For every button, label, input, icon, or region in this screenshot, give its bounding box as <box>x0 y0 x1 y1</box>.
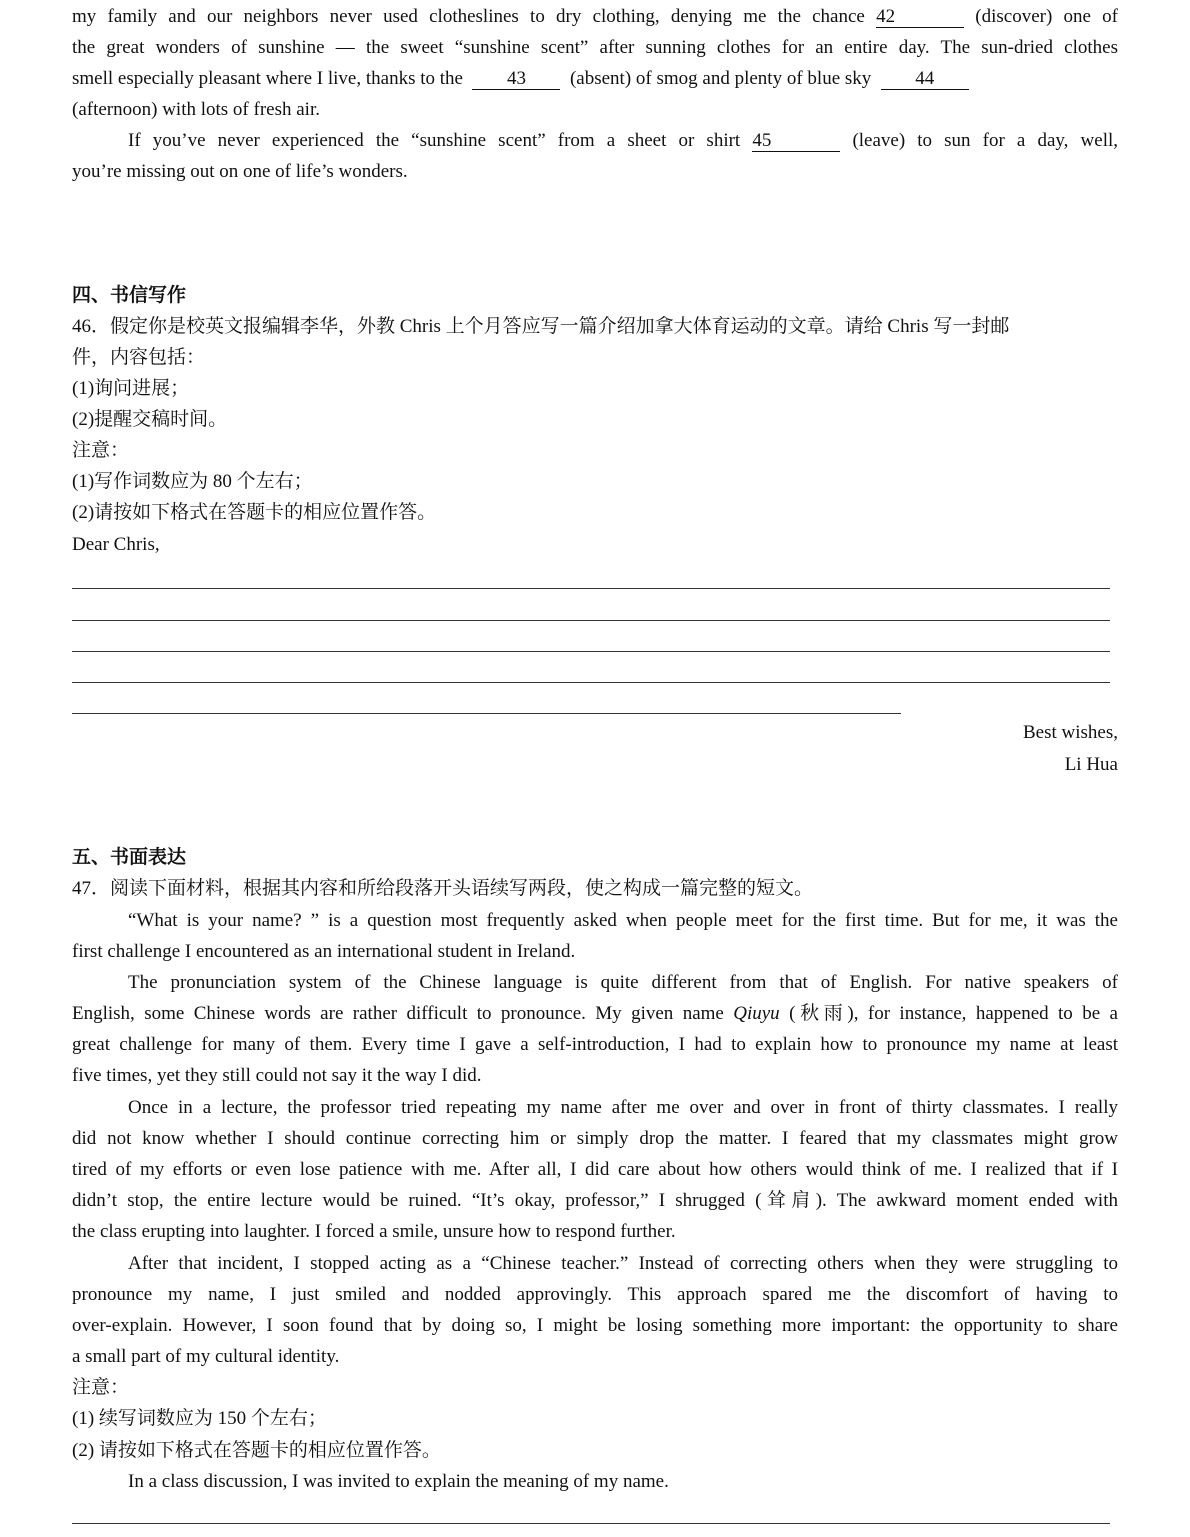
requirement-item: (1)询问进展； <box>72 378 190 399</box>
note-label: 注意： <box>72 440 130 461</box>
passage-line: If you’ve never experienced the “sunshine scent” from a sheet or shirt 45 (leave) to sun for a day, well, <box>128 130 1118 151</box>
letter-salutation: Dear Chris, <box>72 534 160 555</box>
question-text: 46．假定你是校英文报编辑李华，外教 Chris 上个月答应写一篇介绍加拿大体育运动的文章。请给 Chris 写一封邮 <box>72 316 1010 337</box>
answer-blank-44[interactable]: 44 <box>881 69 969 90</box>
requirement-item: (2)提醒交稿时间。 <box>72 409 228 430</box>
writing-line[interactable] <box>72 651 1110 652</box>
material-line: “What is your name? ” is a question most frequently asked when people meet for the first time. But for me, it was the <box>128 910 1118 931</box>
writing-line[interactable] <box>72 1523 1110 1524</box>
passage-line: my family and our neighbors never used clotheslines to dry clothing, denying me the chance 42 (discover) one of <box>72 6 1118 27</box>
material-line: English, some Chinese words are rather difficult to pronounce. My given name Qiuyu (秋雨), for instance, happened to be a <box>72 1003 1118 1024</box>
material-line: five times, yet they still could not say it the way I did. <box>72 1065 482 1086</box>
answer-blank-42[interactable]: 42 <box>876 7 964 28</box>
answer-blank-45[interactable]: 45 <box>752 131 840 152</box>
letter-closing: Best wishes, <box>1023 722 1118 743</box>
continuation-opener: In a class discussion, I was invited to explain the meaning of my name. <box>128 1471 669 1492</box>
writing-line[interactable] <box>72 588 1110 589</box>
writing-line[interactable] <box>72 713 901 714</box>
passage-line: smell especially pleasant where I live, thanks to the 43 (absent) of smog and plenty of blue sky 44 <box>72 63 1118 94</box>
material-line: tired of my efforts or even lose patience with me. After all, I did care about how others would think of me. I realized that if I <box>72 1159 1118 1180</box>
material-line: pronounce my name, I just smiled and nodded approvingly. This approach spared me the discomfort of having to <box>72 1284 1118 1305</box>
passage-line: the great wonders of sunshine — the sweet “sunshine scent” after sunning clothes for an entire day. The sun-dried clothes <box>72 37 1118 58</box>
material-line: the class erupting into laughter. I forced a smile, unsure how to respond further. <box>72 1221 676 1242</box>
material-line: did not know whether I should continue correcting him or simply drop the matter. I feared that my classmates might grow <box>72 1128 1118 1149</box>
material-line: didn’t stop, the entire lecture would be ruined. “It’s okay, professor,” I shrugged (耸肩). The awkward moment ended with <box>72 1190 1118 1211</box>
question-text: 47．阅读下面材料，根据其内容和所给段落开头语续写两段，使之构成一篇完整的短文。 <box>72 878 814 899</box>
material-line: first challenge I encountered as an international student in Ireland. <box>72 941 576 962</box>
material-line: a small part of my cultural identity. <box>72 1346 340 1367</box>
writing-line[interactable] <box>72 620 1110 621</box>
section-heading: 四、书信写作 <box>72 285 187 306</box>
material-line: After that incident, I stopped acting as a “Chinese teacher.” Instead of correcting others when they were struggling to <box>128 1253 1118 1274</box>
material-line: over-explain. However, I soon found that by doing so, I might be losing something more important: the opportunity to share <box>72 1315 1118 1336</box>
material-line: The pronunciation system of the Chinese language is quite different from that of English. For native speakers of <box>128 972 1118 993</box>
passage-line: (afternoon) with lots of fresh air. <box>72 99 320 120</box>
answer-blank-43[interactable]: 43 <box>472 69 560 90</box>
writing-line[interactable] <box>72 682 1110 683</box>
question-text: 件，内容包括： <box>72 347 206 368</box>
passage-line: you’re missing out on one of life’s wonders. <box>72 161 408 182</box>
note-label: 注意： <box>72 1377 130 1398</box>
section-heading: 五、书面表达 <box>72 847 187 868</box>
note-item: (1) 续写词数应为 150 个左右； <box>72 1408 327 1429</box>
note-item: (2) 请按如下格式在答题卡的相应位置作答。 <box>72 1440 441 1461</box>
note-item: (1)写作词数应为 80 个左右； <box>72 471 313 492</box>
note-item: (2)请按如下格式在答题卡的相应位置作答。 <box>72 502 437 523</box>
letter-signature: Li Hua <box>1064 754 1118 775</box>
material-line: great challenge for many of them. Every time I gave a self-introduction, I had to explain how to pronounce my name at least <box>72 1034 1118 1055</box>
material-line: Once in a lecture, the professor tried repeating my name after me over and over in front of thirty classmates. I really <box>128 1097 1118 1118</box>
